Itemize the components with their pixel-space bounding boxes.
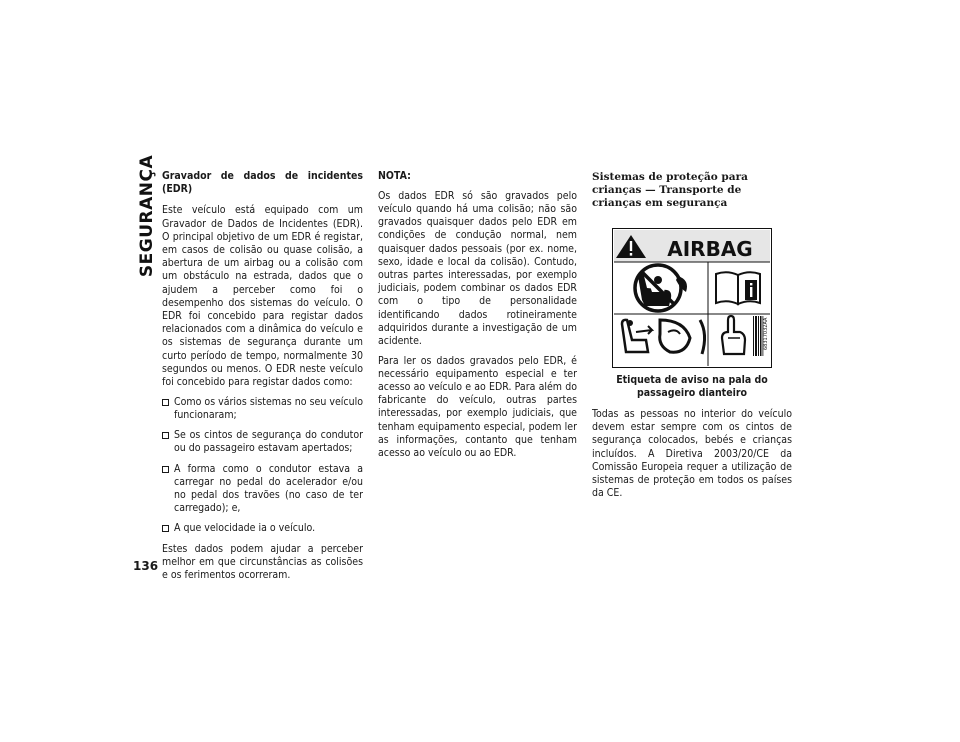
list-item: A forma como o condutor estava a carregar no pedal do acelerador e/ou no pedal dos travões (no caso de ter carregado); e, xyxy=(162,463,363,516)
label-title: AIRBAG xyxy=(667,237,753,261)
edr-data-list xyxy=(162,396,363,536)
note-label: NOTA: xyxy=(378,170,411,182)
column-1 xyxy=(162,170,363,589)
list-item: Se os cintos de segurança do condutor ou do passageiro estavam apertados; xyxy=(162,429,363,455)
page-number: 136 xyxy=(133,559,159,573)
edr-reading-paragraph: Para ler os dados gravados pelo EDR, é necessário equipamento especial e ter acesso ao veículo e ao EDR. Para além do fabricante do veículo, outras partes interessadas, por exemplo judiciais, que tenham equipamento especial, podem ler as informações, contanto que tenham acesso ao veículo ou ao EDR. xyxy=(378,354,577,460)
column-2 xyxy=(378,170,577,467)
section-tab xyxy=(134,154,160,278)
label-part-code: 68317032AA xyxy=(763,317,769,350)
airbag-warning-label xyxy=(612,228,772,368)
seatbelt-paragraph: Todas as pessoas no interior do veículo devem estar sempre com os cintos de segurança colocados, bebés e crianças incluídos. A Diretiva 2003/20/CE da Comissão Europeia requer a utilização de sistemas de proteção em todos os países da CE. xyxy=(592,408,792,500)
checkbox-bullet-icon xyxy=(162,466,169,473)
edr-intro-paragraph: Este veículo está equipado com um Gravador de Dados de Incidentes (EDR). O principal objetivo de um EDR é registar, em casos de colisão ou quase colisão, a abertura de um airbag ou a colisão com um obstáculo na estrada, dados que o ajudem a perceber como foi o desempenho dos sistemas do veículo. O EDR foi concebido para registar dados relacionados com a dinâmica do veículo e os sistemas de segurança durante um curto período de tempo, normalmente 30 segundos ou menos. O EDR neste veículo foi concebido para registar dados como: xyxy=(162,204,363,389)
edr-heading: Gravador de dados de incidentes (EDR) xyxy=(162,170,363,196)
child-protection-heading: Sistemas de proteção para crianças — Transporte de crianças em segurança xyxy=(592,171,748,209)
list-item: A que velocidade ia o veículo. xyxy=(162,522,363,535)
section-tab-label: SEGURANÇA xyxy=(137,154,157,278)
figure-caption: Etiqueta de aviso na pala do passageiro dianteiro xyxy=(616,374,768,399)
note-text: Os dados EDR só são gravados pelo veículo quando há uma colisão; não são gravados quaisquer dados pelo EDR em condições de condução normal, nem quaisquer dados pessoais (por ex. nome, sexo, idade e local da colisão). Contudo, outras partes interessadas, por exemplo judiciais, podem combinar os dados EDR com o tipo de personalidade identificando dados rotineiramente adquiridos durante a investigação de um acidente. xyxy=(378,189,577,347)
checkbox-bullet-icon xyxy=(162,399,169,406)
edr-closing-paragraph: Estes dados podem ajudar a perceber melhor em que circunstâncias as colisões e os ferimentos ocorreram. xyxy=(162,542,363,581)
checkbox-bullet-icon xyxy=(162,525,169,532)
checkbox-bullet-icon xyxy=(162,432,169,439)
list-item: Como os vários sistemas no seu veículo funcionaram; xyxy=(162,396,363,422)
column-3 xyxy=(592,171,792,507)
